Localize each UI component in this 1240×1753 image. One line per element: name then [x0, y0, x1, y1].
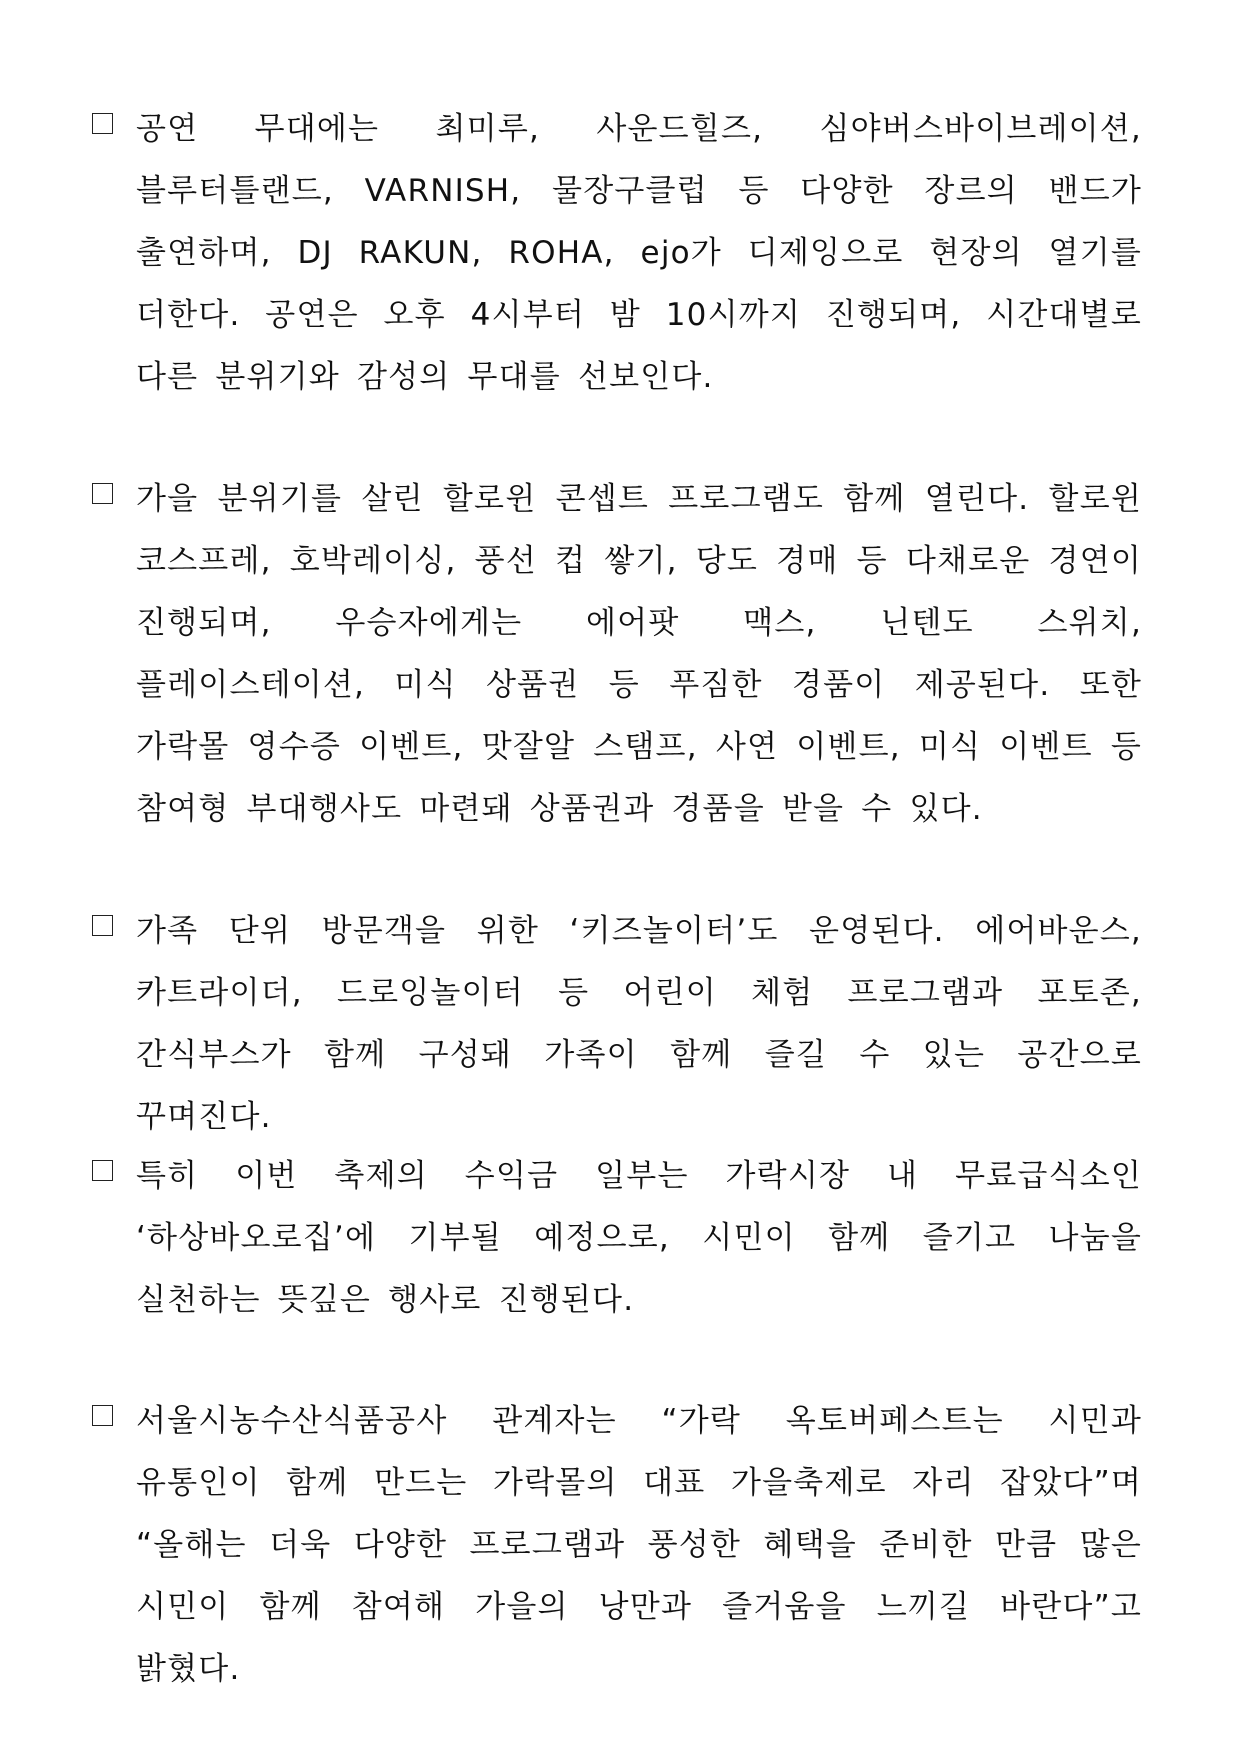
paragraph-text: 가을 분위기를 살린 할로윈 콘셉트 프로그램도 함께 열린다. 할로윈 코스프레, 호박레이싱, 풍선 컵 쌓기, 당도 경매 등 다채로운 경연이 진행되며, 우승자에게는 에어팟 맥스, 닌텐도 스위치, 플레이스테이션, 미식 상품권 등 푸짐한 경품이 제공된다. 또한 가락몰 영수증 이벤트, 맛잘알 스탬프, 사연 이벤트, 미식 이벤트 등 참여형 부대행사도 마련돼 상품권과 경품을 받을 수 있다. — [136, 481, 1142, 827]
paragraph-kids-playground — [92, 900, 1152, 1148]
paragraph-text: 공연 무대에는 최미루, 사운드힐즈, 심야버스바이브레이션, 블루터틀랜드, VARNISH, 물장구클럽 등 다양한 장르의 밴드가 출연하며, DJ RAKUN, ROHA, ejo가 디제잉으로 현장의 열기를 더한다. 공연은 오후 4시부터 밤 10시까지 진행되며, 시간대별로 다른 분위기와 감성의 무대를 선보인다. — [136, 111, 1142, 395]
paragraph-text: 가족 단위 방문객을 위한 ‘키즈놀이터’도 운영된다. 에어바운스, 카트라이더, 드로잉놀이터 등 어린이 체험 프로그램과 포토존, 간식부스가 함께 구성돼 가족이 함께 즐길 수 있는 공간으로 꾸며진다. — [136, 913, 1142, 1135]
paragraph-performance-lineup — [92, 98, 1152, 408]
paragraph-official-quote — [92, 1390, 1152, 1700]
empty-square-icon — [92, 113, 113, 134]
empty-square-icon — [92, 1160, 113, 1181]
paragraph-text: 서울시농수산식품공사 관계자는 “가락 옥토버페스트는 시민과 유통인이 함께 만드는 가락몰의 대표 가을축제로 자리 잡았다”며 “올해는 더욱 다양한 프로그램과 풍성한 혜택을 준비한 만큼 많은 시민이 함께 참여해 가을의 낭만과 즐거움을 느끼길 바란다”고 밝혔다. — [136, 1403, 1142, 1687]
paragraph-text: 특히 이번 축제의 수익금 일부는 가락시장 내 무료급식소인 ‘하상바오로집’에 기부될 예정으로, 시민이 함께 즐기고 나눔을 실천하는 뜻깊은 행사로 진행된다. — [136, 1158, 1142, 1318]
paragraph-donation — [92, 1145, 1152, 1331]
empty-square-icon — [92, 1405, 113, 1426]
empty-square-icon — [92, 483, 113, 504]
empty-square-icon — [92, 915, 113, 936]
paragraph-halloween-program — [92, 468, 1152, 840]
